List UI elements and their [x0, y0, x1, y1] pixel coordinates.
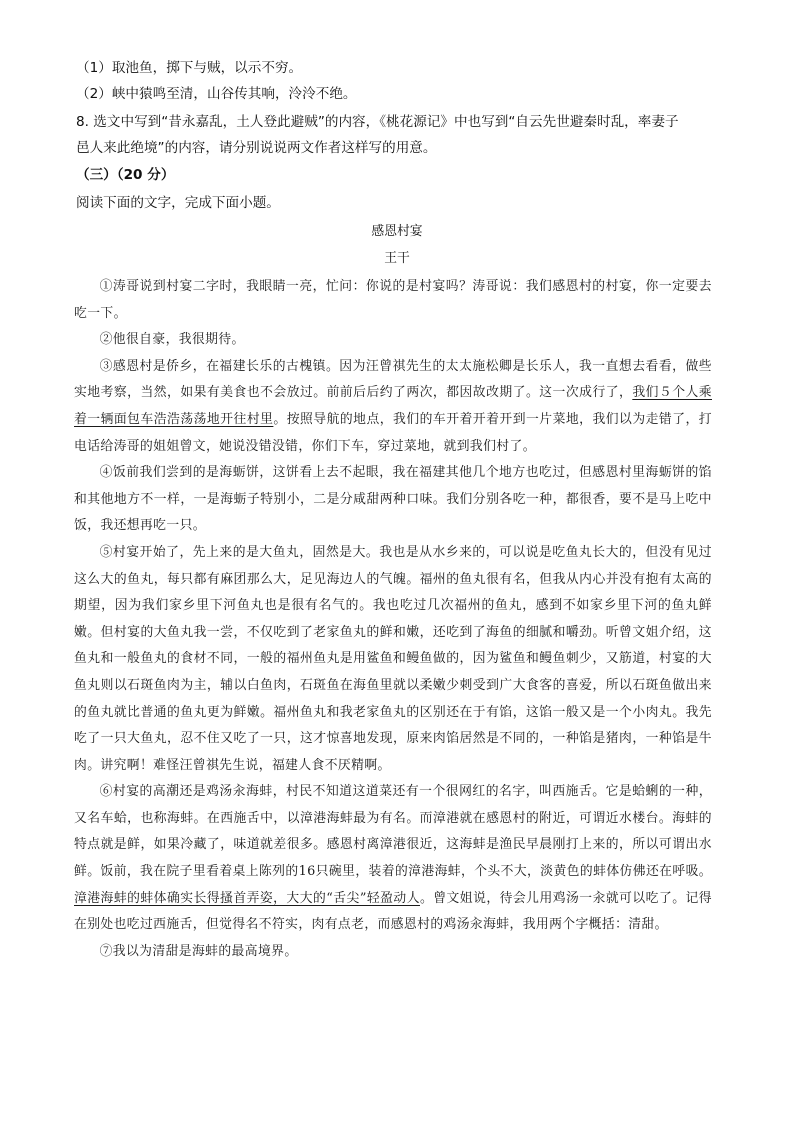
article-body: [74, 274, 712, 965]
paragraph-3-text-a: ③感恩村是侨乡，在福建长乐的古槐镇。因为汪曾祺先生的太太施松卿是长乐人，我一直想去看看，做些实地考察，当然，如果有美食也不会放过。前前后后约了两次，都因故改期了。这一次成行了，: [74, 358, 712, 401]
paragraph-4: ④饭前我们尝到的是海蛎饼，这饼看上去不起眼，我在福建其他几个地方也吃过，但感恩村里海蛎饼的馅和其他地方不一样，一是海蛎子特别小，二是分咸甜两种口味。我们分别各吃一种，都很香，要不是马上吃中饭，我还想再吃一只。: [74, 465, 712, 534]
question-7-item-2: （2）峡中猿鸣至清，山谷传其响，泠泠不绝。: [76, 86, 357, 102]
paragraph-6-text-b: 。曾文姐说，待会儿用鸡汤一汆就可以吃了。记得在别处也吃过西施舌，但觉得名不符实，肉有点老，而感恩村的鸡汤汆海蚌，我用两个字概括：清甜。: [74, 890, 712, 933]
paragraph-3-underlined-sentence: 我们５个人乘着一辆面包车浩浩荡荡地开往村里: [74, 385, 712, 427]
article-author: 王干: [384, 251, 410, 266]
paragraph-7: ⑦我以为清甜是海蚌的最高境界。: [99, 943, 298, 959]
section-instruction: 阅读下面的文字，完成下面小题。: [76, 195, 280, 211]
paragraph-3-text-b: 。按照导航的地点，我们的车开着开着开到一片菜地，我们以为走错了，打电话给涛哥的姐姐曾文，她说没错没错，你们下车，穿过菜地，就到我们村了。: [74, 411, 712, 454]
question-8-line-2: 邑人来此绝境”的内容，请分别说说两文作者这样写的用意。: [76, 140, 437, 156]
paragraph-1: ①涛哥说到村宴二字时，我眼睛一亮，忙问：你说的是村宴吗？涛哥说：我们感恩村的村宴，你一定要去吃一下。: [74, 279, 712, 321]
question-8-line-1: 8. 选文中写到“昔永嘉乱，土人登此避贼”的内容，《桃花源记》中也写到“自云先世避秦时乱，率妻子: [76, 114, 679, 130]
paragraph-6-underlined-sentence: 漳港海蚌的蚌体确实长得搔首弄姿，大大的“舌尖”轻盈动人: [74, 890, 420, 906]
article-title: 感恩村宴: [371, 224, 423, 239]
question-7-item-1: （1）取池鱼，掷下与贼，以示不穷。: [76, 60, 303, 76]
section-heading: （三）（20 分）: [76, 167, 175, 183]
paragraph-6: [74, 779, 712, 939]
paragraph-6-text-a: ⑥村宴的高潮还是鸡汤汆海蚌，村民不知道这道菜还有一个很网红的名字，叫西施舌。它是蛤蜊的一种，又名车蛤，也称海蚌。在西施舌中，以漳港海蚌最为有名。而漳港就在感恩村的附近，可谓近水楼台。海蚌的特点就是鲜，如果冷藏了，味道就差很多。感恩村离漳港很近，这海蚌是渔民早晨刚打上来的，所以可谓出水鲜。饭前，我在院子里看着桌上陈列的16只碗里，装着的漳港海蚌，个头不大，淡黄色的蚌体仿佛还在呼吸。: [74, 784, 712, 880]
paragraph-2: ②他很自豪，我很期待。: [99, 332, 245, 348]
paragraph-3: [74, 354, 712, 460]
paragraph-5: ⑤村宴开始了，先上来的是大鱼丸，固然是大。我也是从水乡来的，可以说是吃鱼丸长大的，但没有见过这么大的鱼丸，每只都有麻团那么大，足见海边人的气魄。福州的鱼丸很有名，但我从内心并没有抱有太高的期望，因为我们家乡里下河鱼丸也是很有名气的。我也吃过几次福州的鱼丸，感到不如家乡里下河的鱼丸鲜嫩。但村宴的大鱼丸我一尝，不仅吃到了老家鱼丸的鲜和嫩，还吃到了海鱼的细腻和嚼劲。听曾文姐介绍，这鱼丸和一般鱼丸的食材不同，一般的福州鱼丸是用鲨鱼和鳗鱼做的，因为鲨鱼和鳗鱼刺少，又筋道，村宴的大鱼丸则以石斑鱼肉为主，辅以白鱼肉，石斑鱼在海鱼里就以柔嫩少刺受到广大食客的喜爱，所以石斑鱼做出来的鱼丸就比普通的鱼丸更为鲜嫩。福州鱼丸和我老家鱼丸的区别还在于有馅，这馅一般又是一个小肉丸。我先吃了一只大鱼丸，忍不住又吃了一只，这才惊喜地发现，原来肉馅居然是不同的，一种馅是猪肉，一种馅是牛肉。讲究啊！难怪汪曾祺先生说，福建人食不厌精啊。: [74, 544, 712, 773]
